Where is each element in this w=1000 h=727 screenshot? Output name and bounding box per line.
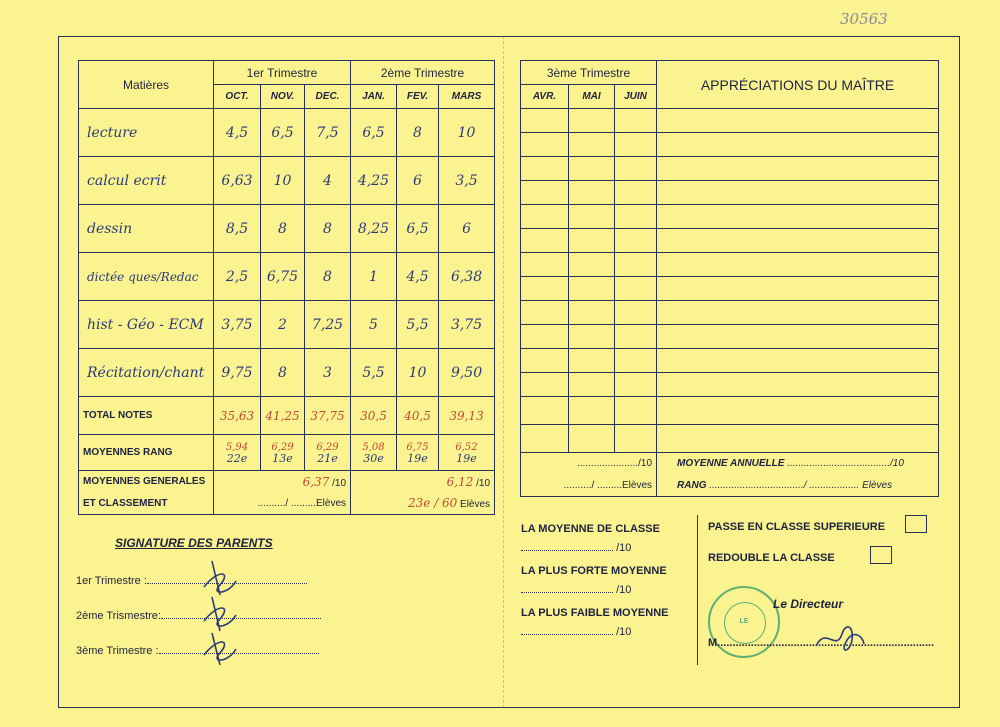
moyenne-rang-cell <box>397 435 439 471</box>
directeur-label: Le Directeur <box>773 597 844 611</box>
eleves-label: Elèves <box>622 479 653 491</box>
moyennes-rang-row <box>79 435 495 471</box>
parent-signature-scribble <box>198 555 242 665</box>
total-value: 37,75 <box>305 397 351 435</box>
out-of-label: /10 <box>476 477 491 489</box>
t1-classement: ........../ .........Elèves <box>214 493 351 515</box>
grade: 10 <box>397 349 439 397</box>
grade: 8 <box>261 205 305 253</box>
header-trimestre-1: 1er Trimestre <box>214 61 351 85</box>
month-header: JUIN <box>615 85 657 109</box>
signature-line-label: 1er Trimestre : <box>76 575 147 587</box>
month-header: FEV. <box>397 85 439 109</box>
appreciations-header: APPRÉCIATIONS DU MAÎTRE <box>657 61 939 109</box>
month-rank: 22e <box>226 451 248 465</box>
subject-row <box>79 301 495 349</box>
month-average: 6,75 <box>406 441 429 453</box>
subject-name: dictée ques/Redac <box>79 253 214 301</box>
grade: 8 <box>261 349 305 397</box>
redouble-checkbox[interactable] <box>870 546 892 564</box>
grade: 6,5 <box>261 109 305 157</box>
grade: 7,5 <box>305 109 351 157</box>
out-of-label: /10 <box>332 477 347 489</box>
eleves-label: Elèves <box>460 499 491 511</box>
grade: 6,75 <box>261 253 305 301</box>
grade: 3,75 <box>214 301 261 349</box>
grade: 9,50 <box>439 349 495 397</box>
month-header: JAN. <box>351 85 397 109</box>
classement-row <box>79 493 495 515</box>
month-average: 5,08 <box>362 441 385 453</box>
t3-average: ....................../10 <box>521 453 657 475</box>
grade: 6,5 <box>397 205 439 253</box>
moyennes-rang-label: MOYENNES RANG <box>79 435 214 471</box>
grade: 3,75 <box>439 301 495 349</box>
subject-name: calcul ecrit <box>79 157 214 205</box>
month-rank: 30e <box>363 451 384 465</box>
moyennes-generales-row <box>79 471 495 493</box>
t2-general-average <box>351 471 495 493</box>
subject-row <box>79 253 495 301</box>
moyenne-classe-label: LA MOYENNE DE CLASSE <box>521 523 660 535</box>
directeur-name-line: M....................................................................... <box>708 637 935 649</box>
grade: 6 <box>439 205 495 253</box>
signature-line-label: 2ème Trismestre: <box>76 610 161 622</box>
t3-classement: ........../ .........Elèves <box>521 475 657 497</box>
grade: 4,5 <box>214 109 261 157</box>
grade: 8 <box>305 253 351 301</box>
total-value: 39,13 <box>439 397 495 435</box>
moyenne-rang-cell <box>439 435 495 471</box>
moyenne-rang-cell <box>261 435 305 471</box>
subject-name: Récitation/chant <box>79 349 214 397</box>
month-average: 6,29 <box>316 441 339 453</box>
grade: 3,5 <box>439 157 495 205</box>
grade: 5,5 <box>351 349 397 397</box>
t1-average-value: 6,37 <box>302 474 330 489</box>
third-term-table <box>520 60 939 497</box>
grade: 2 <box>261 301 305 349</box>
grade: 3 <box>305 349 351 397</box>
grade: 9,75 <box>214 349 261 397</box>
total-value: 35,63 <box>214 397 261 435</box>
passe-label: PASSE EN CLASSE SUPERIEURE <box>708 521 886 533</box>
moyenne-classe-value <box>521 540 631 554</box>
t1-general-average <box>214 471 351 493</box>
t2-rank-value: 23e / 60 <box>407 496 458 511</box>
grade: 10 <box>439 109 495 157</box>
header-trimestre-2: 2ème Trimestre <box>351 61 495 85</box>
grades-table <box>78 60 495 515</box>
annual-rank-label: RANG <box>677 479 707 491</box>
total-value: 41,25 <box>261 397 305 435</box>
subject-row <box>79 157 495 205</box>
month-rank: 19e <box>456 451 477 465</box>
grade: 8 <box>397 109 439 157</box>
month-rank: 21e <box>317 451 338 465</box>
total-value: 30,5 <box>351 397 397 435</box>
grade: 8,25 <box>351 205 397 253</box>
signature-line-t1 <box>76 572 307 587</box>
month-header: NOV. <box>261 85 305 109</box>
plus-forte-label: LA PLUS FORTE MOYENNE <box>521 565 667 577</box>
header-trimestre-3: 3ème Trimestre <box>521 61 657 85</box>
grade: 4 <box>305 157 351 205</box>
grade: 2,5 <box>214 253 261 301</box>
t2-average-value: 6,12 <box>446 474 474 489</box>
moyennes-generales-label: MOYENNES GENERALES <box>79 471 214 493</box>
classement-label: ET CLASSEMENT <box>79 493 214 515</box>
total-value: 40,5 <box>397 397 439 435</box>
subject-name: hist - Géo - ECM <box>79 301 214 349</box>
grade: 8,5 <box>214 205 261 253</box>
signature-title: SIGNATURE DES PARENTS <box>115 536 273 550</box>
signature-line-label: 3ème Trimestre : <box>76 645 159 657</box>
decision-divider <box>697 515 698 665</box>
school-stamp: LE <box>708 586 780 658</box>
grade: 4,5 <box>397 253 439 301</box>
month-header: OCT. <box>214 85 261 109</box>
grade: 8 <box>305 205 351 253</box>
month-rank: 13e <box>272 451 293 465</box>
month-rank: 19e <box>407 451 428 465</box>
moyenne-rang-cell <box>214 435 261 471</box>
out-of-label: /10 <box>616 584 632 596</box>
out-of-label: /10 <box>638 458 653 470</box>
grade: 7,25 <box>305 301 351 349</box>
out-of-label: /10 <box>890 458 904 470</box>
out-of-label: /10 <box>616 542 632 554</box>
out-of-label: /10 <box>616 626 632 638</box>
month-header: MAI <box>569 85 615 109</box>
eleves-label: Elèves <box>316 497 347 509</box>
subject-row <box>79 109 495 157</box>
header-matieres: Matières <box>79 61 214 109</box>
annual-average-label: MOYENNE ANNUELLE <box>677 458 785 470</box>
grade: 6 <box>397 157 439 205</box>
annual-rank: RANG ................................../ .................. Elèves <box>657 475 939 497</box>
grade: 4,25 <box>351 157 397 205</box>
plus-forte-value <box>521 582 631 596</box>
annual-average: MOYENNE ANNUELLE ...................................../10 <box>657 453 939 475</box>
subject-name: lecture <box>79 109 214 157</box>
grade: 1 <box>351 253 397 301</box>
redouble-label: REDOUBLE LA CLASSE <box>708 552 835 564</box>
month-header: MARS <box>439 85 495 109</box>
totals-row <box>79 397 495 435</box>
grade: 6,5 <box>351 109 397 157</box>
subject-name: dessin <box>79 205 214 253</box>
month-header: AVR. <box>521 85 569 109</box>
m-label: M <box>708 637 718 649</box>
plus-faible-label: LA PLUS FAIBLE MOYENNE <box>521 607 669 619</box>
month-average: 5,94 <box>225 441 249 453</box>
plus-faible-value <box>521 624 631 638</box>
moyenne-rang-cell <box>305 435 351 471</box>
month-header: DEC. <box>305 85 351 109</box>
document-number: 30563 <box>840 10 888 28</box>
t2-classement <box>351 493 495 515</box>
month-average: 6,52 <box>455 441 478 453</box>
grade: 6,63 <box>214 157 261 205</box>
month-average: 6,29 <box>271 441 294 453</box>
passe-checkbox[interactable] <box>905 515 927 533</box>
subject-row <box>79 205 495 253</box>
subject-row <box>79 349 495 397</box>
moyenne-rang-cell <box>351 435 397 471</box>
eleves-label: Elèves <box>862 479 893 491</box>
grade: 5,5 <box>397 301 439 349</box>
center-fold <box>503 36 504 708</box>
grade: 6,38 <box>439 253 495 301</box>
grade: 10 <box>261 157 305 205</box>
directeur-signature-scribble <box>812 616 868 658</box>
grade: 5 <box>351 301 397 349</box>
total-notes-label: TOTAL NOTES <box>79 397 214 435</box>
